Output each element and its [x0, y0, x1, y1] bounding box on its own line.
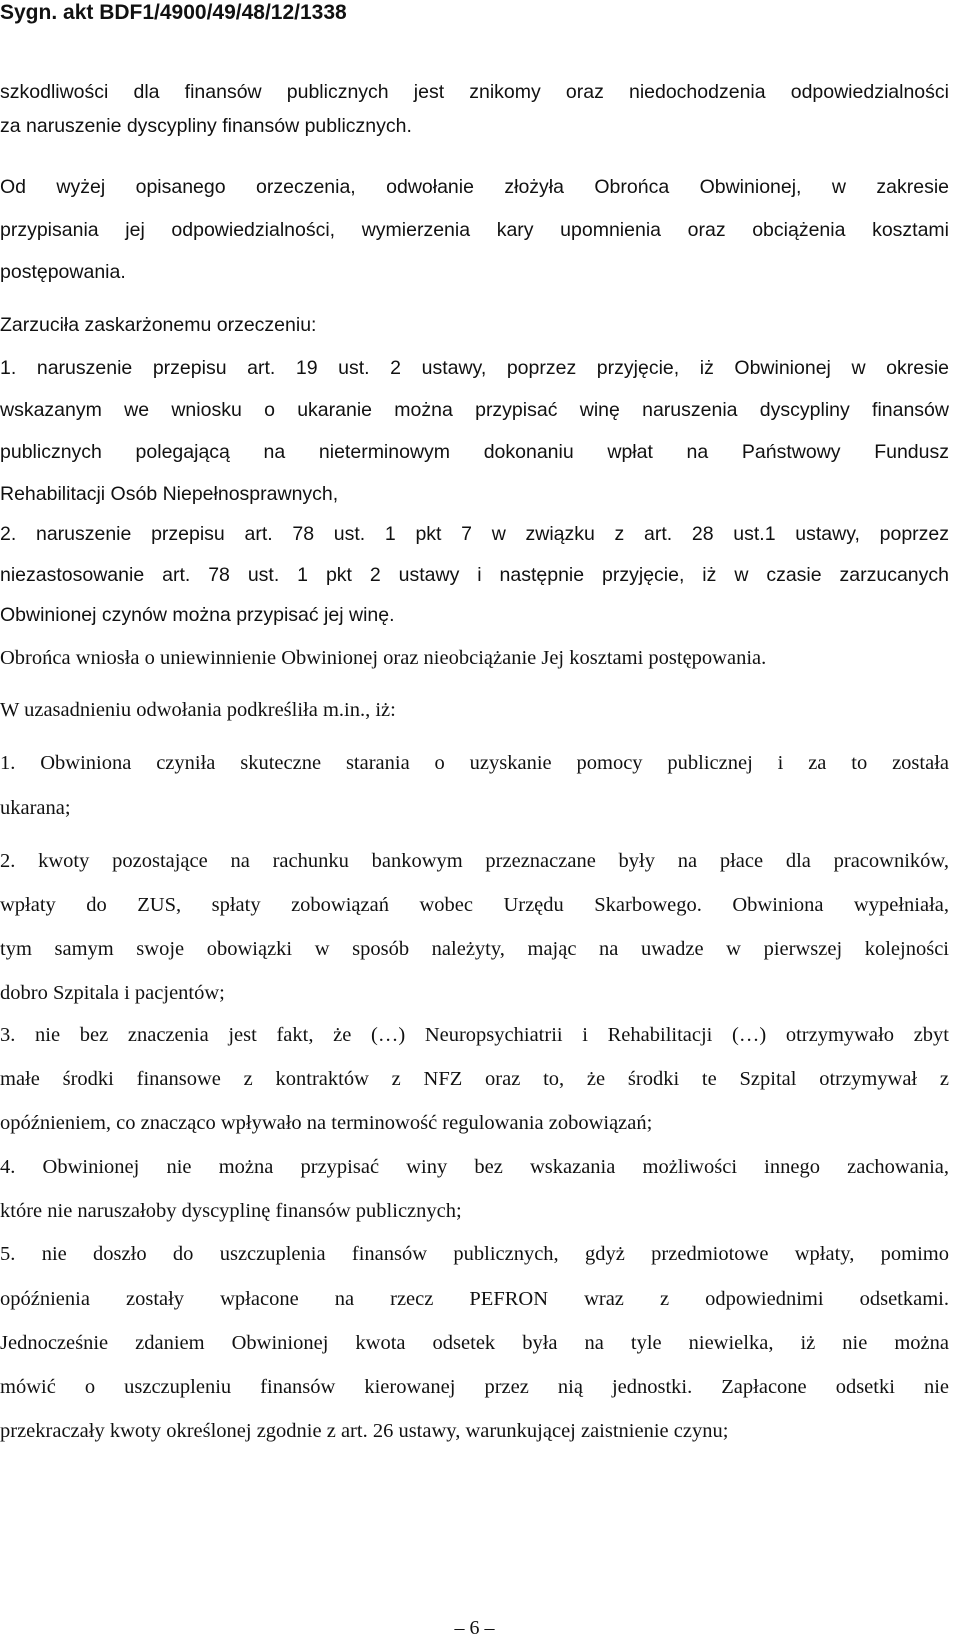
text-line: W uzasadnieniu odwołania podkreśliła m.in., iż:	[0, 699, 396, 721]
text-line: przekraczały kwoty określonej zgodnie z art. 26 ustawy, warunkującej zaistnienie czynu;	[0, 1420, 729, 1442]
text-line: Od wyżej opisanego orzeczenia, odwołanie złożyła Obrońca Obwinionej, w zakresie	[0, 176, 949, 198]
text-line: wskazanym we wniosku o ukaranie można przypisać winę naruszenia dyscypliny finansów	[0, 399, 949, 421]
page-number: – 6 –	[454, 1617, 495, 1639]
text-line: 3. nie bez znaczenia jest fakt, że (…) Neuropsychiatrii i Rehabilitacji (…) otrzymywało zbyt	[0, 1024, 949, 1046]
text-line: przypisania jej odpowiedzialności, wymierzenia kary upomnienia oraz obciążenia kosztami	[0, 219, 949, 241]
text-line: mówić o uszczupleniu finansów kierowanej przez nią jednostki. Zapłacone odsetki nie	[0, 1376, 949, 1398]
text-line: 1. naruszenie przepisu art. 19 ust. 2 ustawy, poprzez przyjęcie, iż Obwinionej w okresie	[0, 357, 949, 379]
text-line: 2. kwoty pozostające na rachunku bankowym przeznaczane były na płace dla pracowników,	[0, 850, 949, 872]
text-line: 2. naruszenie przepisu art. 78 ust. 1 pkt 7 w związku z art. 28 ust.1 ustawy, poprzez	[0, 523, 949, 545]
text-line: publicznych polegającą na nieterminowym dokonaniu wpłat na Państwowy Fundusz	[0, 441, 949, 463]
text-line: szkodliwości dla finansów publicznych jest znikomy oraz niedochodzenia odpowiedzialności	[0, 81, 949, 103]
text-line: ukarana;	[0, 797, 71, 819]
text-line: małe środki finansowe z kontraktów z NFZ oraz to, że środki te Szpital otrzymywał z	[0, 1068, 949, 1090]
text-line: Obwinionej czynów można przypisać jej winę.	[0, 604, 395, 626]
text-line: Zarzuciła zaskarżonemu orzeczeniu:	[0, 314, 317, 336]
text-line: tym samym swoje obowiązki w sposób należyty, mając na uwadze w pierwszej kolejności	[0, 938, 949, 960]
text-line: które nie naruszałoby dyscyplinę finansów publicznych;	[0, 1200, 462, 1222]
text-line: za naruszenie dyscypliny finansów publicznych.	[0, 115, 412, 137]
text-line: Rehabilitacji Osób Niepełnosprawnych,	[0, 483, 339, 505]
text-line: opóźnieniem, co znacząco wpływało na terminowość regulowania zobowiązań;	[0, 1112, 653, 1134]
text-line: 1. Obwiniona czyniła skuteczne starania o uzyskanie pomocy publicznej i za to została	[0, 752, 949, 774]
text-line: niezastosowanie art. 78 ust. 1 pkt 2 ustawy i następnie przyjęcie, iż w czasie zarzucanych	[0, 564, 949, 586]
text-line: postępowania.	[0, 261, 126, 283]
text-line: opóźnienia zostały wpłacone na rzecz PEFRON wraz z odpowiednimi odsetkami.	[0, 1288, 949, 1310]
text-line: Jednocześnie zdaniem Obwinionej kwota odsetek była na tyle niewielka, iż nie można	[0, 1332, 949, 1354]
text-line: 4. Obwinionej nie można przypisać winy bez wskazania możliwości innego zachowania,	[0, 1156, 949, 1178]
text-line: 5. nie doszło do uszczuplenia finansów publicznych, gdyż przedmiotowe wpłaty, pomimo	[0, 1243, 949, 1265]
case-signature: Sygn. akt BDF1/4900/49/48/12/1338	[0, 1, 347, 24]
text-line: wpłaty do ZUS, spłaty zobowiązań wobec Urzędu Skarbowego. Obwiniona wypełniała,	[0, 894, 949, 916]
text-line: Obrońca wniosła o uniewinnienie Obwinionej oraz nieobciążanie Jej kosztami postępowania.	[0, 647, 767, 669]
text-line: dobro Szpitala i pacjentów;	[0, 982, 225, 1004]
